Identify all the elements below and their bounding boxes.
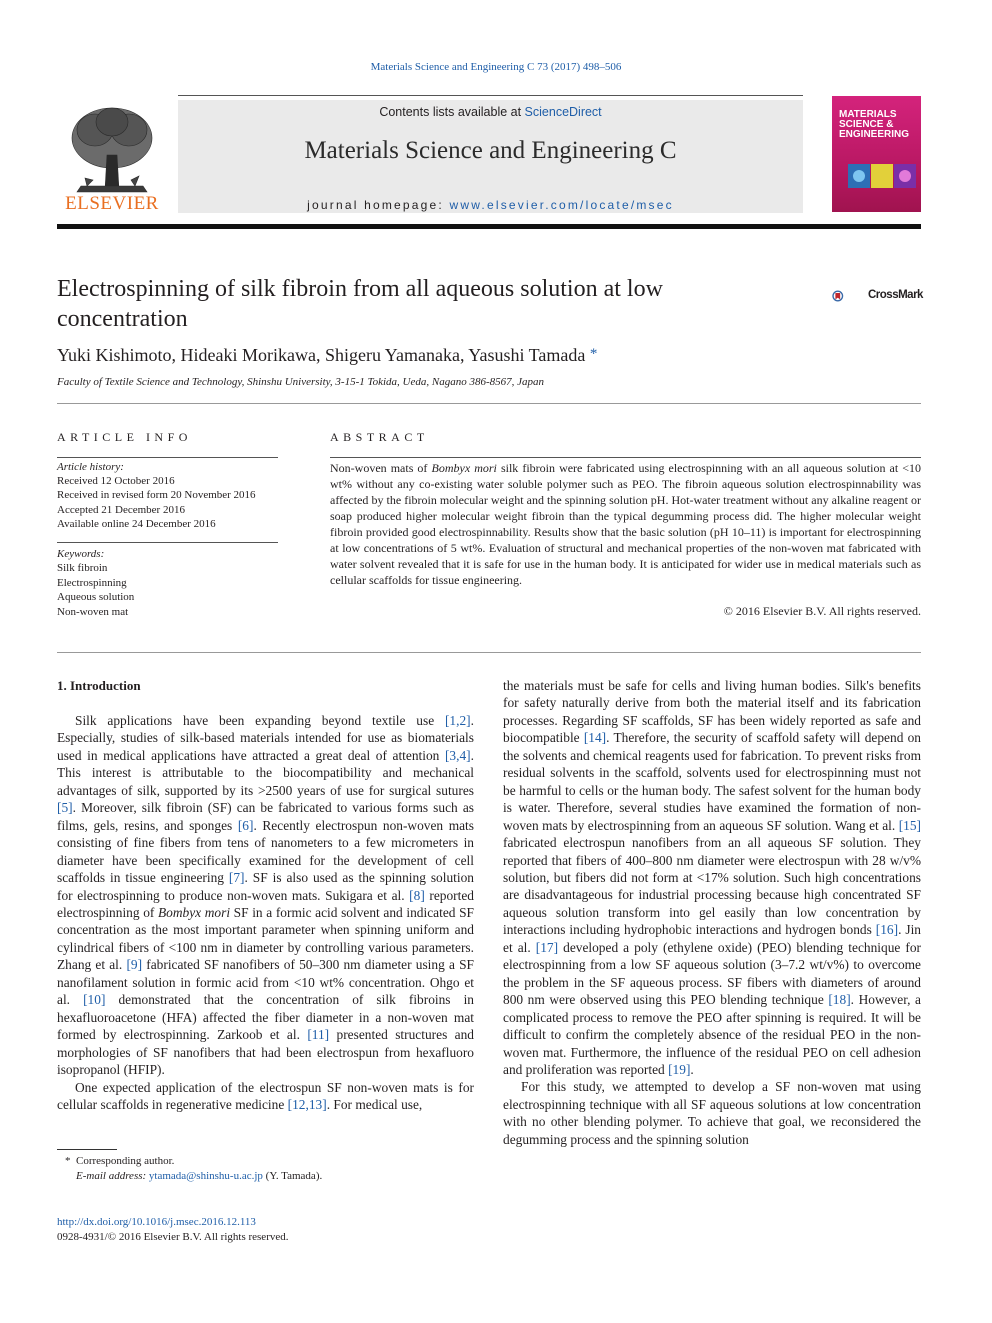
- article-info-rule: [57, 457, 278, 458]
- corresponding-author-mark[interactable]: *: [589, 346, 598, 362]
- body-column-right: [503, 677, 921, 1148]
- cover-title: MATERIALS SCIENCE & ENGINEERING: [839, 109, 910, 140]
- homepage-prefix: journal homepage:: [307, 198, 450, 212]
- intro-paragraph: Silk applications have been expanding beyond textile use [1,2]. Especially, studies of silk-based materials intended for use as biomaterials used in medical applications have attracted a great deal of attention [3,4]. This interest is attributable to the biocompatibility and mechanical advantages of silk, supported by its >2500 years of use for surgical sutures [5]. Moreover, silk fibroin (SF) can be fabricated to various forms such as films, gels, resins, and sponges [6]. Recently electrospun non-woven mats consisting of fine fibers from tens of nanometers to a few micrometers in diameter have been specifically examined for the development of cell scaffolds in tissue engineering [7]. SF is also used as the spinning solution for electrospinning to produce non-woven mats. Sukigara et al. [8] reported electrospinning of Bombyx mori SF in a formic acid solvent and indicated SF concentration as the most important parameter when spinning uniform and cylindrical fibers of <100 nm in diameter by controlling various parameters. Zhang et al. [9] fabricated SF nanofibers of 50–300 nm diameter using a SF nanofilament solution in formic acid from <10 wt% concentration. Ohgo et al. [10] demonstrated that the concentration of silk fibroins in hexafluoroacetone (HFA) affected the fiber diameter in a non-woven mat formed by electrospinning. Zarkoob et al. [11] presented structures and morphologies of SF nanofibers that had been electrospun from hexafluoro isopropanol (HFIP).: [57, 713, 475, 1078]
- doi-link[interactable]: http://dx.doi.org/10.1016/j.msec.2016.12.113: [57, 1216, 256, 1228]
- keywords: [57, 547, 134, 619]
- email-link[interactable]: ytamada@shinshu-u.ac.jp: [148, 1169, 263, 1182]
- homepage-link[interactable]: www.elsevier.com/locate/msec: [449, 198, 674, 212]
- keyword-item: Silk fibroin: [57, 562, 108, 575]
- citation-reference[interactable]: [11]: [307, 1027, 330, 1043]
- citation-reference[interactable]: [9]: [126, 957, 143, 973]
- citation-reference[interactable]: [16]: [875, 922, 899, 938]
- email-suffix: (Y. Tamada).: [262, 1169, 323, 1182]
- footnote: [57, 1154, 322, 1183]
- history-item: Accepted 21 December 2016: [57, 503, 185, 516]
- author-list: [57, 345, 597, 366]
- italic-term: Bombyx mori: [157, 904, 231, 920]
- abstract-species: Bombyx mori: [431, 461, 497, 475]
- crossmark-label[interactable]: CrossMark: [868, 289, 923, 301]
- affiliation: Faculty of Textile Science and Technology, Shinshu University, 3-15-1 Tokida, Ueda, Nagano 386-8567, Japan: [57, 376, 544, 388]
- citation-reference[interactable]: [6]: [237, 817, 254, 833]
- journal-citation[interactable]: Materials Science and Engineering C 73 (2017) 498–506: [370, 61, 622, 73]
- cover-image-icon: [848, 164, 916, 188]
- keyword-item: Non-woven mat: [57, 605, 129, 618]
- abstract-copyright: © 2016 Elsevier B.V. All rights reserved.: [723, 604, 921, 618]
- abstract-heading: ABSTRACT: [330, 430, 429, 444]
- citation-reference[interactable]: [12,13]: [287, 1096, 327, 1112]
- intro-paragraph: the materials must be safe for cells and living human bodies. Silk's benefits for safety naturally derive from both the material itself and its fabrication processes. Regarding SF scaffolds, SF has been widely reported as safe and biocompatible [14]. Therefore, the security of scaffold safety will depend on the solvents and chemical reagents used for fabrication. To prevent risks from residual solvents in the scaffold, solvents used for electrospinning must not be harmful to cells or the human body. The safest solvent for the human body is water. Therefore, several studies have examined the formation of non-woven mats by electrospinning from an aqueous SF solution. Wang et al. [15] fabricated electrospun nanofibers from an all aqueous SF solution. They reported that fibers of 400–800 nm diameter were electrospun with 28 w/v% solution, but fibers did not form at <17% solution. Such high concentrations are disadvantageous for industrial processing because high concentrated SF aqueous solution transform into gel easily than low concentration by interactions including hydrophobic interactions and hydrogen bonds [16]. Jin et al. [17] developed a poly (ethylene oxide) (PEO) blending technique for electrospinning from a low SF aqueous solution (3–7.2 wt/v%) to overcome the problem in the SF aqueous process. SF fibers with diameters of around 800 nm were observed using this PEO blending technique [18]. However, a complicated process to remove the PEO after spinning is required. It will be difficult to confirm the completely absence of the residual PEO in the non-woven mat. Furthermore, the influence of the residual PEO on cell adhesion and proliferation was reported [19].: [503, 678, 921, 1077]
- issn-line: 0928-4931/© 2016 Elsevier B.V. All rights reserved.: [57, 1230, 289, 1243]
- header-top-rule: [178, 95, 803, 96]
- intro-paragraph: One expected application of the electrospun SF non-woven mats is for cellular scaffolds in regenerative medicine [12,13]. For medical use,: [57, 1079, 474, 1112]
- footnote-corresponding: [57, 1154, 322, 1169]
- citation-reference[interactable]: [15]: [898, 817, 921, 833]
- citation-reference[interactable]: [5]: [57, 800, 73, 816]
- journal-title: Materials Science and Engineering C: [304, 137, 677, 164]
- citation-reference[interactable]: [19]: [668, 1061, 691, 1077]
- history-item: Available online 24 December 2016: [57, 517, 216, 530]
- footnote-rule: [57, 1149, 117, 1150]
- footnote-email: [57, 1169, 322, 1184]
- contents-availability: [178, 105, 803, 119]
- history-item: Received in revised form 20 November 2016: [57, 489, 256, 502]
- crossmark-icon[interactable]: [832, 279, 866, 313]
- abstract-body: [330, 460, 921, 588]
- elsevier-wordmark: ELSEVIER: [65, 193, 159, 214]
- abstract-text-rest: silk fibroin were fabricated using electrospinning with an all aqueous solution at <10 wt% without any co-existing water soluble polymer such as PEO. The fibroin aqueous solution electrospinnability was affected by the fibroin molecular weight and the spinning solution pH. Hot-water treatment without any alkaline reagent or soap produced higher molecular weight fibroin than the typical degumming process did. The higher molecular weight fibroin provided good electrospinnability. Results show that the basic solution (pH 10–11) is important for electrospinning at low concentrations of 5 wt%. Evaluation of structural and mechanical properties of the non-woven mat fabricated with water solvent revealed that it is safe for use in the human body. It is anticipated for wider use in medical materials such as cellular scaffolds for tissue engineering.: [330, 461, 921, 587]
- journal-cover-thumbnail[interactable]: [832, 96, 921, 212]
- contents-prefix: Contents lists available at: [379, 105, 525, 119]
- abstract-rule: [330, 457, 921, 458]
- article-history: [57, 460, 256, 531]
- article-info-heading: ARTICLE INFO: [57, 430, 192, 444]
- citation-reference[interactable]: [14]: [583, 730, 607, 746]
- body-divider: [57, 652, 921, 653]
- citation-reference[interactable]: [10]: [83, 992, 106, 1008]
- keywords-rule: [57, 542, 278, 543]
- keyword-item: Electrospinning: [57, 576, 127, 589]
- citation-reference[interactable]: [17]: [535, 939, 559, 955]
- header-divider: [57, 224, 921, 229]
- affiliation-rule: [57, 403, 921, 404]
- intro-paragraph: For this study, we attempted to develop a SF non-woven mat using electrospinning technique with all SF aqueous solutions at low concentration with no other blending polymer. To achieve that goal, we reconsidered the degumming process and the spinning solution: [503, 1079, 921, 1147]
- citation-reference[interactable]: [3,4]: [444, 747, 471, 763]
- keywords-label: Keywords:: [57, 548, 105, 560]
- section-heading-introduction: 1. Introduction: [57, 678, 141, 693]
- abstract-text-start: Non-woven mats of: [330, 461, 432, 475]
- journal-homepage: [178, 198, 803, 212]
- history-label: Article history:: [57, 461, 124, 473]
- citation-reference[interactable]: [18]: [828, 992, 851, 1008]
- email-label: E-mail address:: [76, 1169, 147, 1182]
- citation-reference[interactable]: [7]: [228, 870, 245, 886]
- sciencedirect-link[interactable]: ScienceDirect: [524, 105, 602, 119]
- citation-reference[interactable]: [8]: [409, 887, 425, 903]
- doi-block: [57, 1215, 289, 1244]
- keyword-item: Aqueous solution: [57, 591, 135, 604]
- authors-text: Yuki Kishimoto, Hideaki Morikawa, Shigeru Yamanaka, Yasushi Tamada: [57, 345, 586, 365]
- history-item: Received 12 October 2016: [57, 475, 175, 488]
- article-title: Electrospinning of silk fibroin from all aqueous solution at low concentration: [57, 276, 663, 332]
- citation-reference[interactable]: [1,2]: [444, 713, 471, 728]
- footnote-corresponding-text: Corresponding author.: [76, 1155, 175, 1167]
- footnote-mark: *: [65, 1155, 71, 1167]
- body-column-left: [57, 712, 474, 1113]
